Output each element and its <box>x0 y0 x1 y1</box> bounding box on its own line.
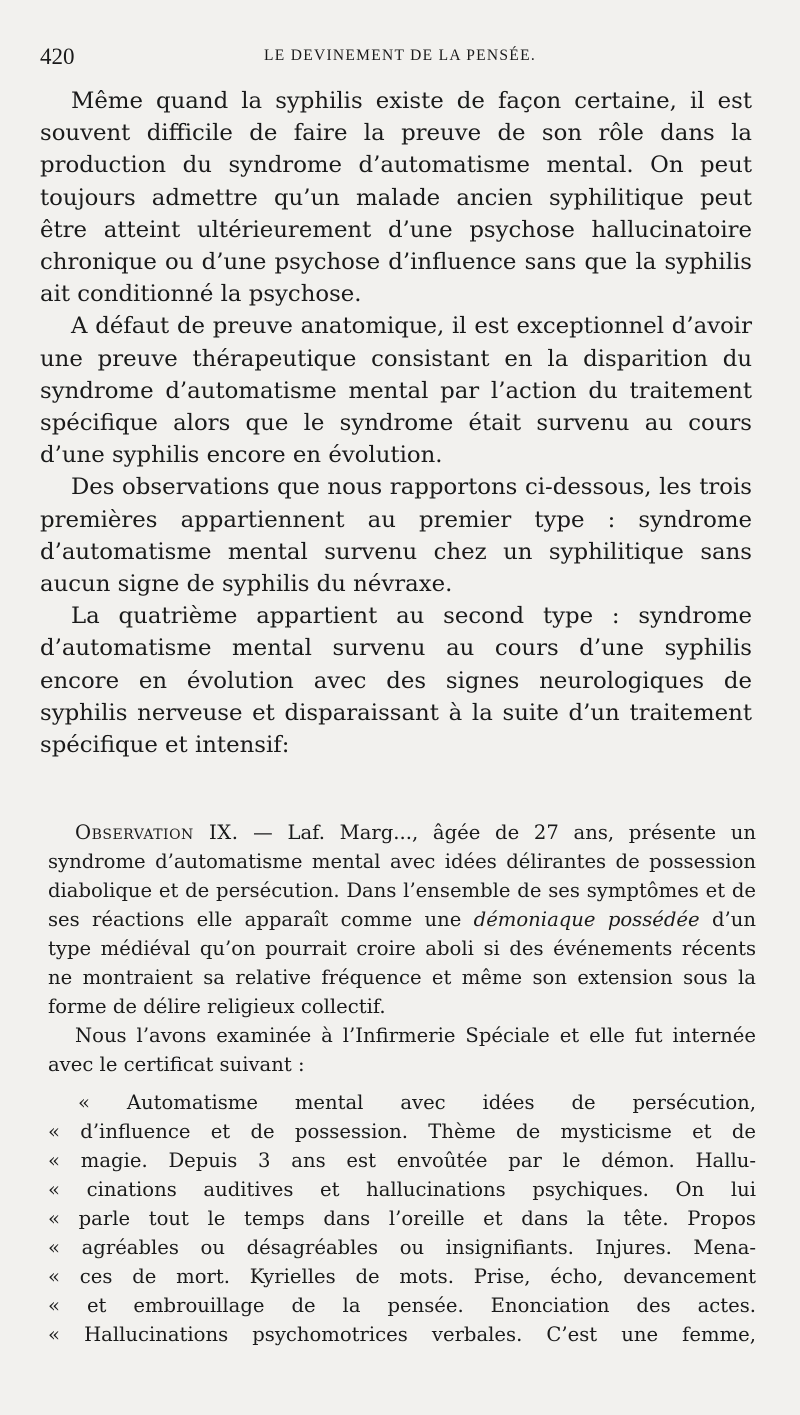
quote-line: « parle tout le temps dans l’oreille et dans la tête. Propos <box>48 1207 756 1230</box>
quote-line: « cinations auditives et hallucinations psychiques. On lui <box>48 1178 756 1201</box>
quote-line: « magie. Depuis 3 ans est envoûtée par le démon. Hallu- <box>48 1149 756 1172</box>
page-number: 420 <box>40 44 75 69</box>
page-header <box>40 44 760 74</box>
paragraph: La quatrième appartient au second type : syndrome d’automatisme mental survenu au cours d’une syphilis encore en évolution avec des signes neurologiques de syphilis nerveuse et disparaissant à la suite d’un traitement spécifique et intensif: <box>40 603 752 759</box>
observation-paragraph-2: Nous l’avons examinée à l’Infirmerie Spéciale et elle fut internée avec le certificat suivant : <box>48 1024 756 1076</box>
main-text <box>40 85 752 761</box>
observation-dash: — <box>238 821 288 844</box>
paragraph: A défaut de preuve anatomique, il est exceptionnel d’avoir une preuve thérapeutique consistant en la disparition du syndrome d’automatisme mental par l’action du traitement spécifique alors que le syndrome était survenu au cours d’une syphilis encore en évolution. <box>40 313 752 469</box>
observation-section <box>48 818 756 1349</box>
running-title: LE DEVINEMENT DE LA PENSÉE. <box>263 47 537 64</box>
quote-line: « d’influence et de possession. Thème de mysticisme et de <box>48 1120 756 1143</box>
quote-line: « ces de mort. Kyrielles de mots. Prise, écho, devancement <box>48 1265 756 1288</box>
quote-line: « Automatisme mental avec idées de persécution, <box>78 1091 756 1114</box>
paragraph: Même quand la syphilis existe de façon certaine, il est souvent difficile de faire la preuve de son rôle dans la production du syndrome d’automatisme mental. On peut toujours admettre qu’un malade ancien syphilitique peut être atteint ultérieurement d’une psychose hallucinatoire chronique ou d’une psychose d’influence sans que la syphilis ait conditionné la psychose. <box>40 88 752 308</box>
quote-line: « agréables ou désagréables ou insignifiants. Injures. Mena- <box>48 1236 756 1259</box>
observation-italic: démoniaque possédée <box>473 908 700 931</box>
observation-text-cont: d’un type médiéval qu’on pourrait croire aboli si des événements récents ne montraient sa relative fréquence et même son extension sous la forme de délire religieux collectif. <box>48 908 756 1018</box>
observation-paragraph <box>48 818 756 1021</box>
observation-text: Laf. Marg..., âgée de 27 ans, présente un syndrome d’automatisme mental avec idées délirantes de possession diabolique et de persécution. Dans l’ensemble de ses symptômes et de ses réactions elle apparaît comme une <box>48 821 756 931</box>
quote-line: « Hallucinations psychomotrices verbales. C’est une femme, <box>48 1323 756 1346</box>
quote-line: « et embrouillage de la pensée. Enonciation des actes. <box>48 1294 756 1317</box>
observation-label: Observation IX. <box>75 821 239 844</box>
paragraph: Des observations que nous rapportons ci-dessous, les trois premières appartiennent au premier type : syndrome d’automatisme mental survenu chez un syphilitique sans aucun signe de syphilis du névraxe. <box>40 474 752 598</box>
certificate-quote <box>48 1088 756 1349</box>
